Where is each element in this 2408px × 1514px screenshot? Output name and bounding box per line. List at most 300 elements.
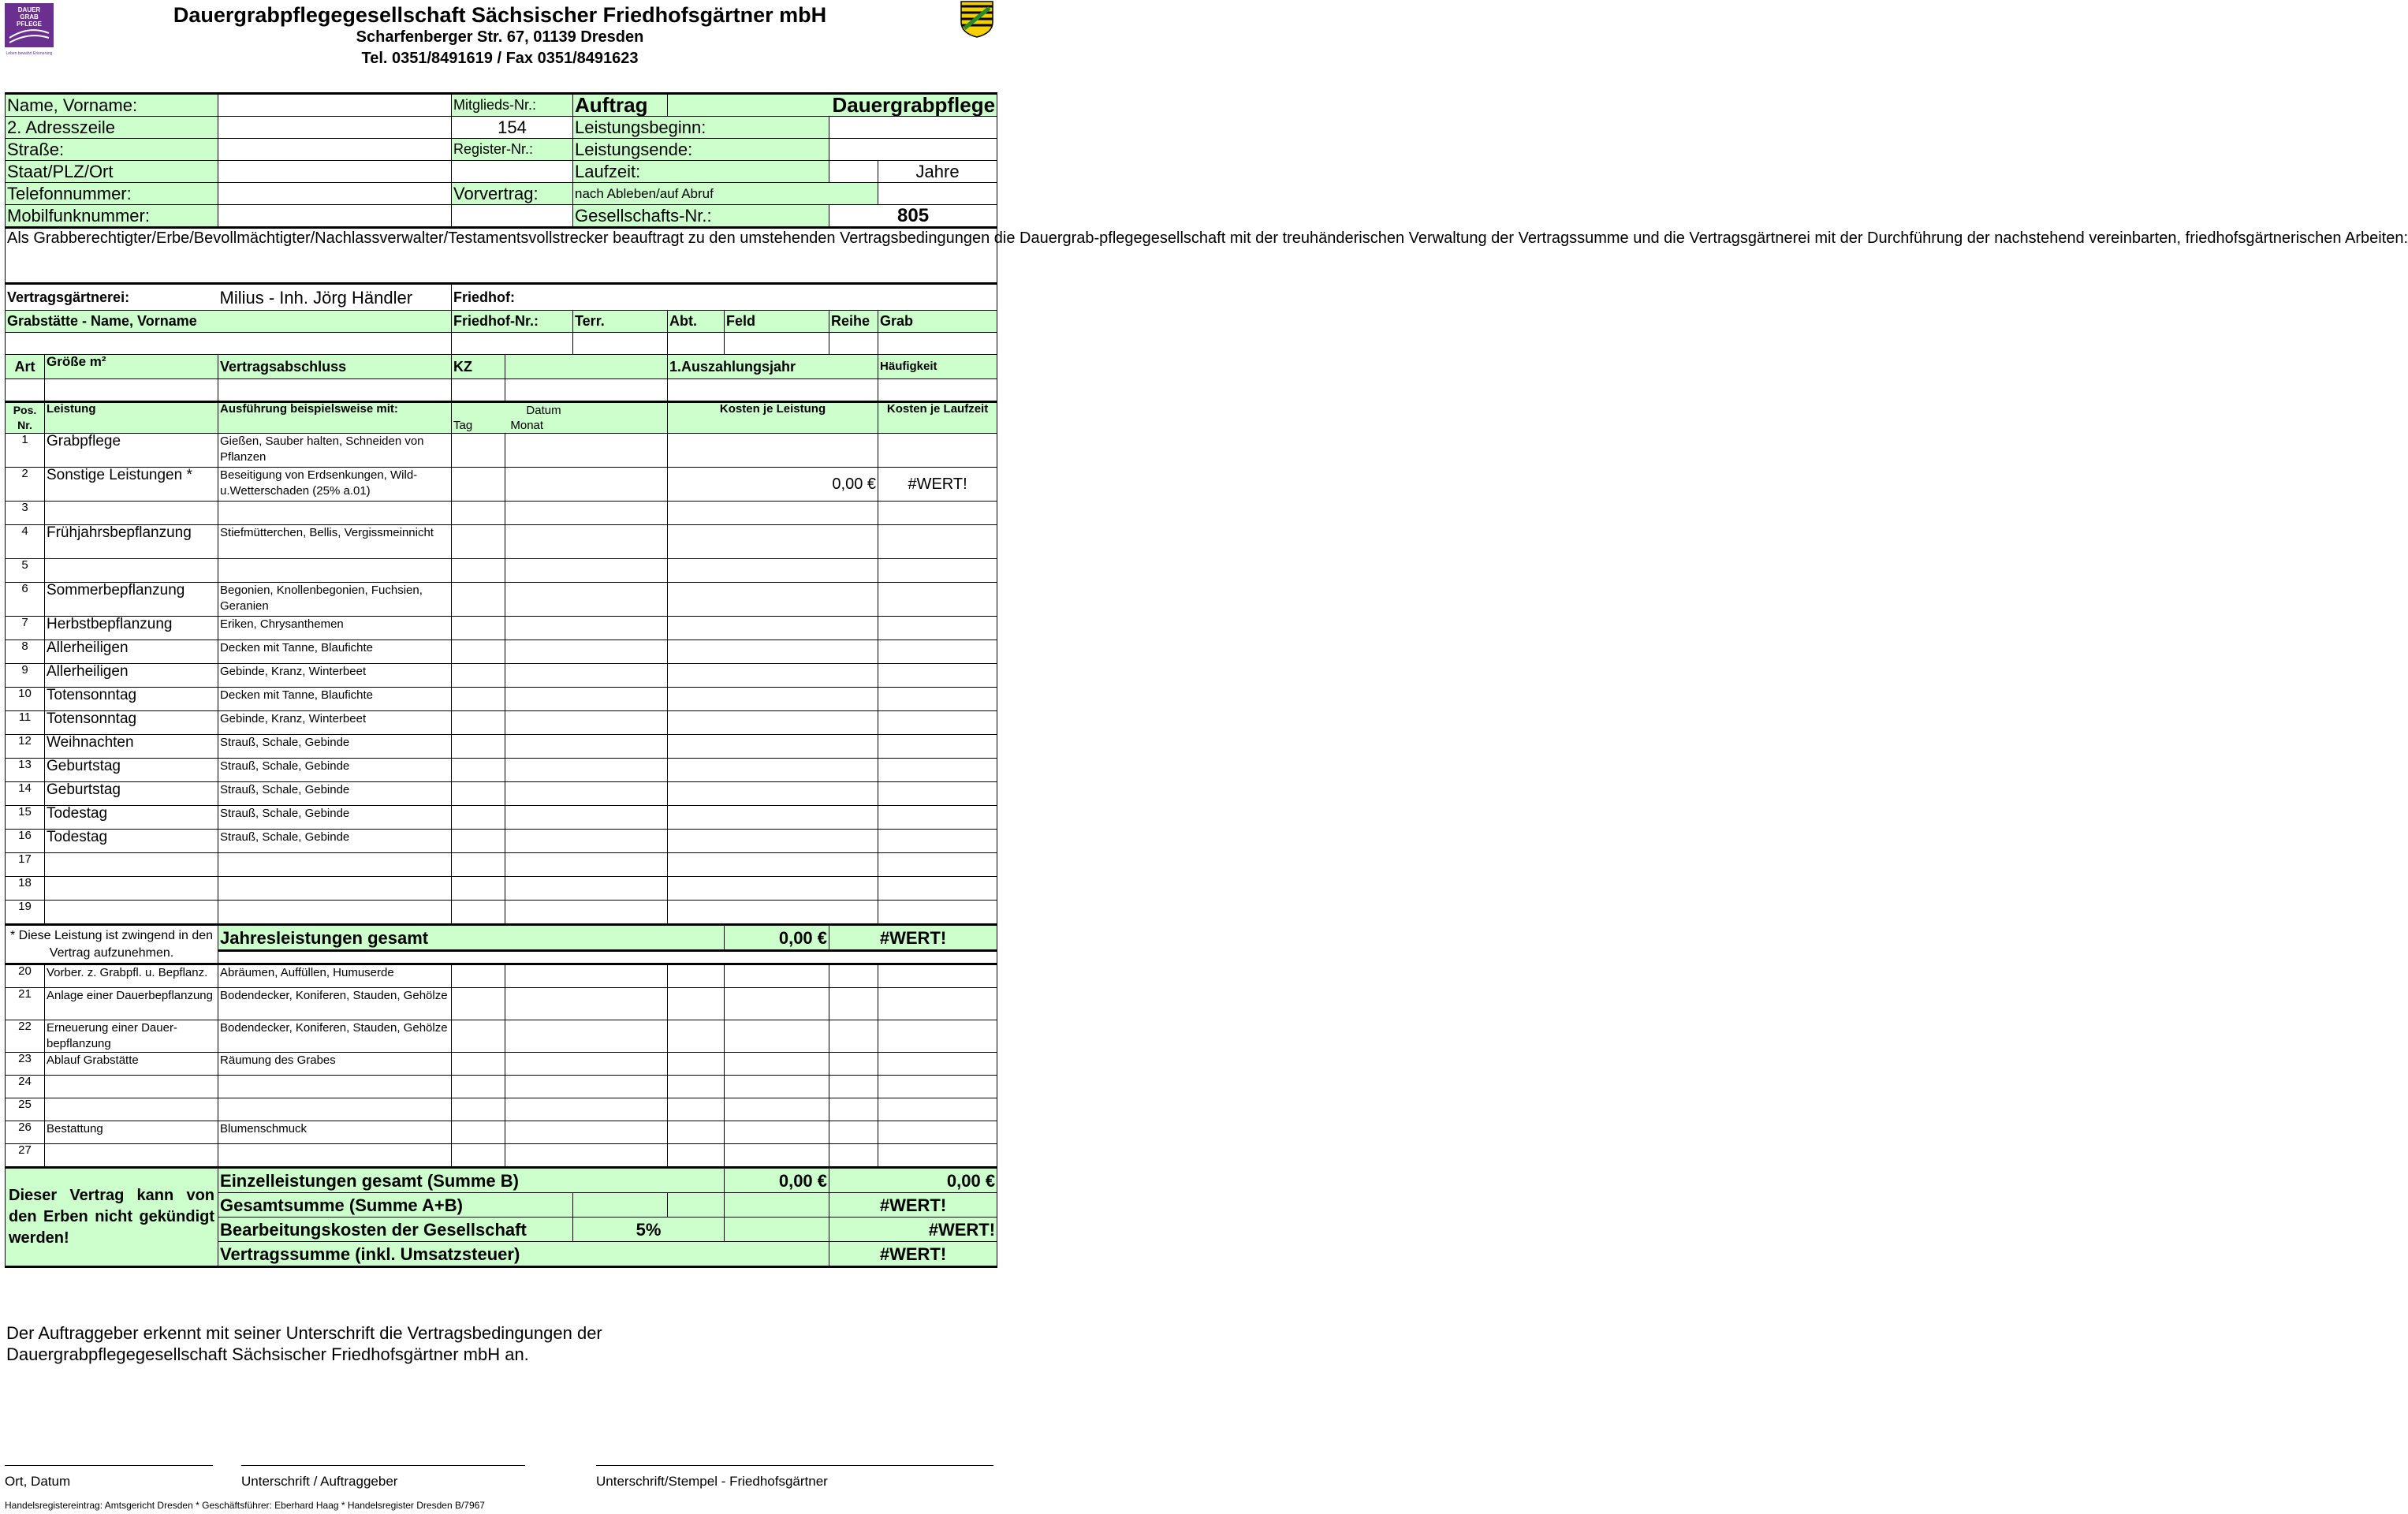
service-pos: 6 [6,583,45,617]
service-day-field[interactable] [452,664,505,688]
service-name: Totensonntag [45,688,218,711]
order-type: Dauergrabpflege [668,94,997,117]
service-row [6,583,997,617]
service-cost [668,830,878,853]
service-example: Strauß, Schale, Gebinde [218,735,452,759]
service-total [878,759,997,782]
single-service-row [6,1053,997,1076]
service-month-field[interactable] [505,525,668,559]
service-row [6,688,997,711]
service-name [45,502,218,525]
service-cost [668,759,878,782]
logo-word-2: GRAB [20,13,39,21]
single-col-a[interactable] [668,1053,725,1076]
service-day-field[interactable] [452,711,505,735]
service-pos: 14 [6,782,45,806]
service-total [878,559,997,583]
service-example: Strauß, Schale, Gebinde [218,759,452,782]
service-total [878,664,997,688]
name-field[interactable] [218,94,452,117]
service-month-field[interactable] [505,617,668,640]
grand-total: #WERT! [829,1193,997,1218]
start-label: Leistungsbeginn: [573,117,829,139]
service-month-field[interactable] [505,877,668,901]
service-example [218,877,452,901]
single-pos: 24 [6,1076,45,1098]
art-field[interactable] [6,379,45,402]
single-cost-field[interactable] [829,1076,878,1098]
single-col-b[interactable] [725,1121,829,1144]
service-example: Gießen, Sauber halten, Schneiden von Pflanzen [218,434,452,468]
service-cost [668,525,878,559]
letterhead [0,0,1000,87]
single-example: Räumung des Grabes [218,1053,452,1076]
date-label: Datum [526,404,561,418]
service-total [878,502,997,525]
register-no-field[interactable] [452,161,573,183]
term-field[interactable] [829,161,878,183]
service-total [878,877,997,901]
single-service-row [6,1144,997,1168]
service-row [6,830,997,853]
frequency-label: Häufigkeit [878,355,997,379]
single-col-a[interactable] [668,1121,725,1144]
day-label: Tag [453,419,473,433]
single-example [218,1076,452,1098]
single-month-field[interactable] [505,1020,668,1053]
service-example [218,901,452,925]
service-example [218,502,452,525]
service-month-field[interactable] [505,583,668,617]
service-example: Strauß, Schale, Gebinde [218,806,452,830]
feld-label: Feld [725,311,829,333]
service-name [45,877,218,901]
service-month-field[interactable] [505,688,668,711]
acknowledgement-text [6,1322,684,1365]
single-col-a[interactable] [668,1020,725,1053]
single-cost-field[interactable] [829,1144,878,1168]
service-cost [668,711,878,735]
service-pos: 13 [6,759,45,782]
size-label: Größe m² [45,355,218,379]
service-row [6,782,997,806]
single-col-a[interactable] [668,1076,725,1098]
signed-label: Vertragsabschluss [218,355,452,379]
service-row [6,759,997,782]
single-month-field[interactable] [505,988,668,1020]
service-row [6,901,997,925]
service-row [6,664,997,688]
order-form [5,92,2408,1268]
fee-label: Bearbeitungskosten der Gesellschaft [218,1218,573,1242]
prior-contract-value: nach Ableben/auf Abruf [573,183,878,205]
month-label: Monat [510,419,544,433]
service-pos: 2 [6,468,45,502]
service-month-field[interactable] [505,759,668,782]
intro-text: Als Grabberechtigter/Erbe/Bevollmächtigter/Nachlassverwalter/Testamentsvollstrecker beauftragt zu den umstehenden Vertragsbedingungen die Dauergrab-pflegegesellschaft mit der treuhänderischen Verwaltung der Vertragssumme und die Vertragsgärtnerei mit der Durchführung der nachstehend vereinbarten, friedhofsgärtnerischen Arbeiten: [6,228,997,284]
reihe-field[interactable] [829,333,878,355]
service-cost [668,664,878,688]
service-name: Sonstige Leistungen * [45,468,218,502]
annual-spacer [218,951,997,964]
service-day-field[interactable] [452,525,505,559]
society-no-value: 805 [829,205,997,228]
address2-label: 2. Adresszeile [6,117,218,139]
service-cost [668,502,878,525]
service-name: Todestag [45,830,218,853]
single-pos: 21 [6,988,45,1020]
phone-label: Telefonnummer: [6,183,218,205]
address2-field[interactable] [218,117,452,139]
service-example: Stiefmütterchen, Bellis, Vergissmeinnicht [218,525,452,559]
service-day-field[interactable] [452,434,505,468]
single-pos: 20 [6,964,45,988]
service-example: Beseitigung von Erdsenkungen, Wild-u.Wetterschaden (25% a.01) [218,468,452,502]
prior-contract-label: Vorvertrag: [452,183,573,205]
service-month-field[interactable] [505,853,668,877]
service-day-field[interactable] [452,688,505,711]
single-example [218,1144,452,1168]
cemetery-no-field[interactable] [452,333,573,355]
member-no-label: Mitglieds-Nr.: [452,94,573,117]
service-name: Sommerbepflanzung [45,583,218,617]
place-date-label: Ort, Datum [5,1474,71,1489]
single-total-field[interactable] [878,1076,997,1098]
service-total [878,830,997,853]
service-row [6,525,997,559]
service-row [6,877,997,901]
single-pos: 23 [6,1053,45,1076]
phone-field[interactable] [218,183,452,205]
service-name: Herbstbepflanzung [45,617,218,640]
single-month-field[interactable] [505,1098,668,1121]
single-pos: 25 [6,1098,45,1121]
single-total-field[interactable] [878,1053,997,1076]
service-row [6,559,997,583]
service-example [218,853,452,877]
grab-field[interactable] [878,333,997,355]
single-col-a[interactable] [668,1098,725,1121]
mobile-extra-field[interactable] [452,205,573,228]
single-day-field[interactable] [452,1121,505,1144]
service-month-field[interactable] [505,434,668,468]
city-field[interactable] [218,161,452,183]
service-month-field[interactable] [505,901,668,925]
service-cost: 0,00 € [668,468,878,502]
place-date-signature[interactable] [5,1465,213,1490]
saxony-crest-icon [958,0,996,38]
mandatory-footnote: * Diese Leistung ist zwingend in den Vertrag aufzunehmen. [6,925,218,964]
service-row [6,711,997,735]
single-cost-field[interactable] [829,1053,878,1076]
single-col-b[interactable] [725,964,829,988]
street-field[interactable] [218,139,452,161]
service-example: Strauß, Schale, Gebinde [218,830,452,853]
end-label: Leistungsende: [573,139,829,161]
signed-field[interactable] [218,379,452,402]
grave-name-field[interactable] [6,333,452,355]
service-month-field[interactable] [505,830,668,853]
single-pos: 22 [6,1020,45,1053]
annual-services [6,434,997,925]
single-day-field[interactable] [452,1076,505,1098]
annual-total-label: Jahresleistungen gesamt [218,925,725,951]
service-total [878,583,997,617]
service-cost [668,735,878,759]
single-name: Ablauf Grabstätte [45,1053,218,1076]
service-pos: 16 [6,830,45,853]
single-col-b[interactable] [725,1098,829,1121]
single-cost-field[interactable] [829,1098,878,1121]
service-day-field[interactable] [452,617,505,640]
single-month-field[interactable] [505,964,668,988]
service-month-field[interactable] [505,782,668,806]
single-services [6,964,997,1168]
single-total-field[interactable] [878,1144,997,1168]
term-label: Laufzeit: [573,161,829,183]
fee-spacer [725,1218,829,1242]
single-month-field[interactable] [505,1121,668,1144]
service-pos: 17 [6,853,45,877]
single-pos: 27 [6,1144,45,1168]
service-row [6,806,997,830]
kz-value-field[interactable] [505,355,668,379]
service-month-field[interactable] [505,640,668,664]
service-row [6,640,997,664]
single-cost-field[interactable] [829,1020,878,1053]
city-label: Staat/PLZ/Ort [6,161,218,183]
service-day-field[interactable] [452,877,505,901]
single-name: Erneuerung einer Dauer-bepflanzung [45,1020,218,1053]
service-name [45,853,218,877]
single-service-row [6,1121,997,1144]
client-signature[interactable] [241,1465,525,1490]
single-col-b[interactable] [725,1053,829,1076]
date-header [452,402,668,434]
single-name: Vorber. z. Grabpfl. u. Bepflanz. [45,964,218,988]
service-name: Totensonntag [45,711,218,735]
service-month-field[interactable] [505,559,668,583]
single-service-row [6,964,997,988]
service-total [878,806,997,830]
pos-header [6,402,45,434]
reihe-label: Reihe [829,311,878,333]
non-cancellable-notice: Dieser Vertrag kann von den Erben nicht gekündigt werden! [6,1168,218,1267]
abt-field[interactable] [668,333,725,355]
single-col-a[interactable] [668,988,725,1020]
single-day-field[interactable] [452,1098,505,1121]
order-title: Auftrag [573,94,668,117]
service-name [45,559,218,583]
kz-field[interactable] [452,379,505,402]
single-name [45,1098,218,1121]
fee-percent: 5% [573,1218,725,1242]
service-name: Weihnachten [45,735,218,759]
acknowledgement-line: Der Auftraggeber erkennt mit seiner Unterschrift die Vertragsbedingungen der Dauergrabpflegegesellschaft Sächsischer Friedhofsgärtner mbH an. [6,1323,602,1364]
service-day-field[interactable] [452,468,505,502]
service-cost [668,877,878,901]
service-total [878,711,997,735]
service-example: Gebinde, Kranz, Winterbeet [218,711,452,735]
service-name: Todestag [45,806,218,830]
service-total [878,735,997,759]
single-day-field[interactable] [452,1144,505,1168]
service-pos: 18 [6,877,45,901]
gardener-signature[interactable] [596,1465,993,1490]
pos-label: Pos. [13,404,37,417]
service-row [6,468,997,502]
single-month-field[interactable] [505,1076,668,1098]
terr-field[interactable] [573,333,668,355]
service-day-field[interactable] [452,782,505,806]
term-unit: Jahre [878,161,997,183]
service-cost [668,583,878,617]
grand-spacer-3 [725,1193,829,1218]
nr-label: Nr. [17,419,32,432]
service-total [878,640,997,664]
service-day-field[interactable] [452,830,505,853]
legal-footer: Handelsregistereintrag: Amtsgericht Dresden * Geschäftsführer: Eberhard Haag * Handelsregister Dresden B/7967 [5,1500,485,1511]
service-example: Gebinde, Kranz, Winterbeet [218,664,452,688]
single-day-field[interactable] [452,1020,505,1053]
service-row [6,502,997,525]
service-row [6,434,997,468]
service-day-field[interactable] [452,901,505,925]
service-total [878,782,997,806]
feld-field[interactable] [725,333,829,355]
service-cost [668,688,878,711]
single-month-field[interactable] [505,1144,668,1168]
frequency-field[interactable] [878,379,997,402]
service-day-field[interactable] [452,559,505,583]
single-col-a[interactable] [668,964,725,988]
society-no-label: Gesellschafts-Nr.: [573,205,829,228]
single-service-row [6,988,997,1020]
nursery-label: Vertragsgärtnerei: [6,284,218,311]
service-day-field[interactable] [452,759,505,782]
kz-extra-field[interactable] [505,379,668,402]
grand-spacer-1 [573,1193,668,1218]
service-row [6,617,997,640]
service-month-field[interactable] [505,711,668,735]
service-name [45,901,218,925]
contract-sum-total: #WERT! [829,1242,997,1267]
service-month-field[interactable] [505,806,668,830]
single-cost: 0,00 € [725,1168,829,1193]
single-total-field[interactable] [878,1121,997,1144]
single-total-field[interactable] [878,988,997,1020]
single-service-row [6,1020,997,1053]
member-no-value[interactable]: 154 [452,117,573,139]
single-cost-field[interactable] [829,964,878,988]
single-day-field[interactable] [452,964,505,988]
logo-word-3: PFLEGE [16,21,43,28]
service-pos: 3 [6,502,45,525]
single-col-b[interactable] [725,1076,829,1098]
mobile-field[interactable] [218,205,452,228]
service-day-field[interactable] [452,502,505,525]
single-col-b[interactable] [725,988,829,1020]
service-month-field[interactable] [505,664,668,688]
single-example [218,1098,452,1121]
start-field[interactable] [829,117,997,139]
service-row [6,735,997,759]
street-label: Straße: [6,139,218,161]
single-day-field[interactable] [452,1053,505,1076]
service-pos: 8 [6,640,45,664]
first-year-label: 1.Auszahlungsjahr [668,355,878,379]
service-day-field[interactable] [452,806,505,830]
service-cost [668,782,878,806]
grave-label: Grabstätte - Name, Vorname [6,311,452,333]
grand-total-label: Gesamtsumme (Summe A+B) [218,1193,573,1218]
service-cost [668,617,878,640]
first-year-field[interactable] [668,379,878,402]
company-contact: Tel. 0351/8491619 / Fax 0351/8491623 [361,50,639,67]
single-col-b[interactable] [725,1020,829,1053]
prior-contract-field[interactable] [878,183,997,205]
service-total [878,434,997,468]
service-month-field[interactable] [505,502,668,525]
service-month-field[interactable] [505,735,668,759]
logo-word-1: DAUER [17,6,41,13]
single-service-row [6,1098,997,1121]
service-month-field[interactable] [505,468,668,502]
service-cost [668,853,878,877]
service-total [878,901,997,925]
service-example: Eriken, Chrysanthemen [218,617,452,640]
single-col-b[interactable] [725,1144,829,1168]
single-total-field[interactable] [878,1020,997,1053]
service-total [878,853,997,877]
single-pos: 26 [6,1121,45,1144]
company-address: Scharfenberger Str. 67, 01139 Dresden [356,28,644,46]
cemetery-label: Friedhof: [452,284,997,311]
single-month-field[interactable] [505,1053,668,1076]
service-name: Allerheiligen [45,664,218,688]
grab-label: Grab [878,311,997,333]
single-col-a[interactable] [668,1144,725,1168]
service-header: Leistung [45,402,218,434]
service-total: #WERT! [878,468,997,502]
service-name: Geburtstag [45,759,218,782]
service-day-field[interactable] [452,853,505,877]
cost-term-header: Kosten je Laufzeit [878,402,997,434]
register-no-label: Register-Nr.: [452,139,573,161]
service-day-field[interactable] [452,583,505,617]
single-total-field[interactable] [878,1098,997,1121]
single-day-field[interactable] [452,988,505,1020]
single-total: 0,00 € [829,1168,997,1193]
size-field[interactable] [45,379,218,402]
end-field[interactable] [829,139,997,161]
single-example: Abräumen, Auffüllen, Humuserde [218,964,452,988]
single-cost-field[interactable] [829,1121,878,1144]
service-day-field[interactable] [452,735,505,759]
service-name: Allerheiligen [45,640,218,664]
service-pos: 19 [6,901,45,925]
single-example: Blumenschmuck [218,1121,452,1144]
abt-label: Abt. [668,311,725,333]
single-cost-field[interactable] [829,988,878,1020]
fee-total: #WERT! [829,1218,997,1242]
annual-cost: 0,00 € [725,925,829,951]
logo-tagline: Leben bewahrt Erinnerung [6,51,53,56]
single-total-field[interactable] [878,964,997,988]
service-pos: 1 [6,434,45,468]
service-name: Geburtstag [45,782,218,806]
service-day-field[interactable] [452,640,505,664]
